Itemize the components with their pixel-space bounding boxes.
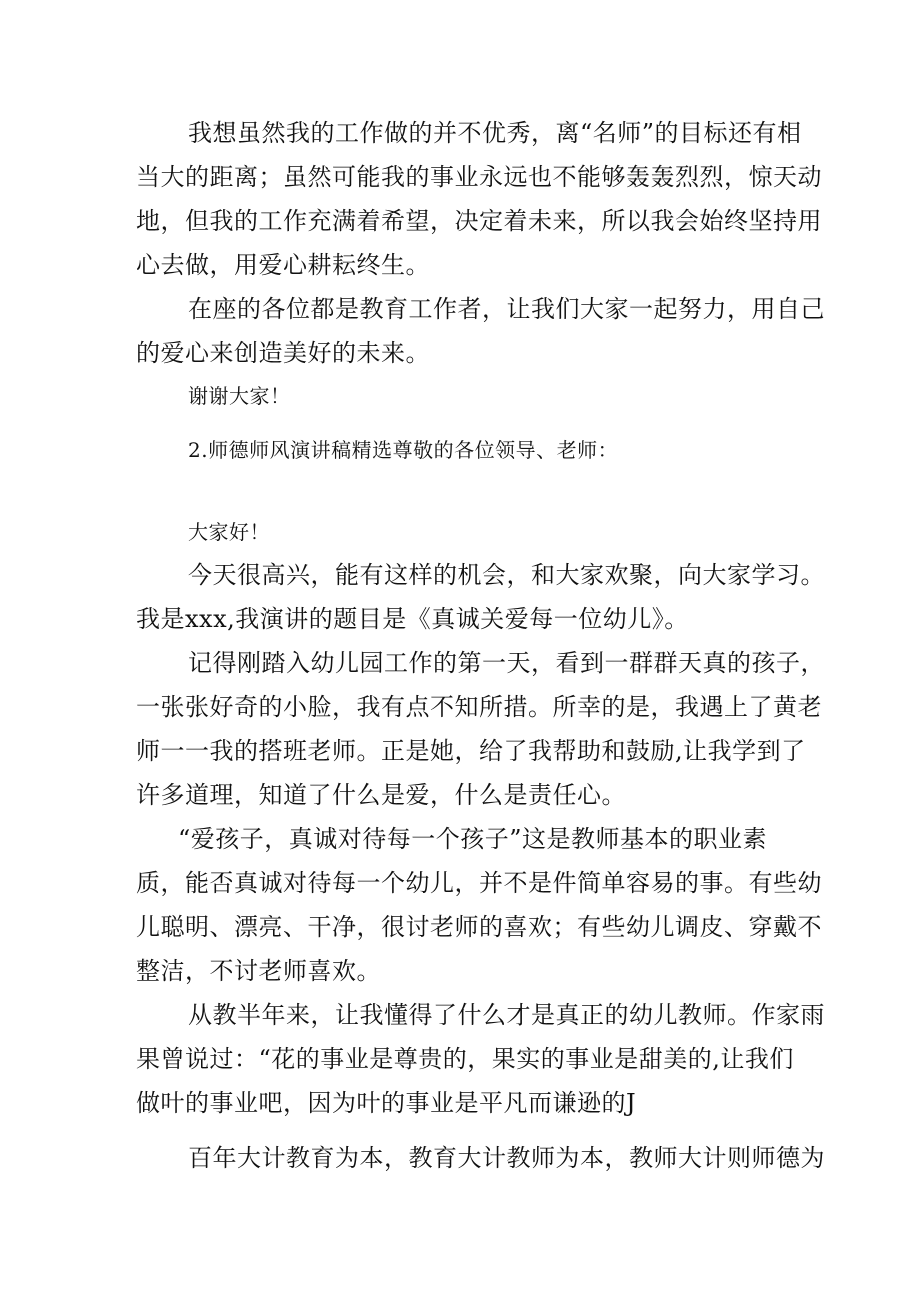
text-line: 在座的各位都是教育工作者，让我们大家一起努力，用自己	[188, 295, 825, 323]
text-line: 我想虽然我的工作做的并不优秀，离“名师”的目标还有相	[188, 119, 802, 147]
text-line: 整洁，不讨老师喜欢。	[136, 957, 381, 985]
text-line: 当大的距离；虽然可能我的事业永远也不能够轰轰烈烈，惊天动	[136, 163, 822, 191]
text-line: 谢谢大家！	[188, 384, 291, 408]
text-line: 质，能否真诚对待每一个幼儿，并不是件简单容易的事。有些幼	[136, 869, 822, 897]
text-line: 许多道理，知道了什么是爱，什么是责任心。	[136, 781, 626, 809]
text-line: 的爱心来创造美好的未来。	[136, 339, 430, 367]
text-line: 果曾说过：“花的事业是尊贵的，果实的事业是甜美的,让我们	[136, 1045, 794, 1073]
section-heading: 2.师德师风演讲稿精选尊敬的各位领导、老师：	[188, 438, 619, 462]
text-line: 记得刚踏入幼儿园工作的第一天，看到一群群天真的孩子，	[188, 649, 825, 677]
text-line: 今天很高兴，能有这样的机会，和大家欢聚，向大家学习。	[188, 561, 825, 589]
text-line: 地，但我的工作充满着希望，决定着未来，所以我会始终坚持用	[136, 207, 822, 235]
text-line: 百年大计教育为本，教育大计教师为本，教师大计则师德为	[188, 1144, 825, 1172]
text-line: “爱孩子，真诚对待每一个孩子”这是教师基本的职业素	[178, 825, 768, 853]
greeting-line: 大家好！	[188, 520, 270, 544]
text-line: 心去做，用爱心耕耘终生。	[136, 251, 430, 279]
text-line: 做叶的事业吧，因为叶的事业是平凡而谦逊的J	[136, 1089, 637, 1117]
text-line: 我是xxx,我演讲的题目是《真诚关爱每一位幼儿》。	[136, 605, 689, 633]
text-line: 从教半年来，让我懂得了什么才是真正的幼儿教师。作家雨	[188, 1001, 825, 1029]
text-line: 儿聪明、漂亮、干净，很讨老师的喜欢；有些幼儿调皮、穿戴不	[136, 913, 822, 941]
text-line: 师一一我的搭班老师。正是她，给了我帮助和鼓励,让我学到了	[136, 737, 806, 765]
text-line: 一张张好奇的小脸，我有点不知所措。所幸的是，我遇上了黄老	[136, 693, 822, 721]
